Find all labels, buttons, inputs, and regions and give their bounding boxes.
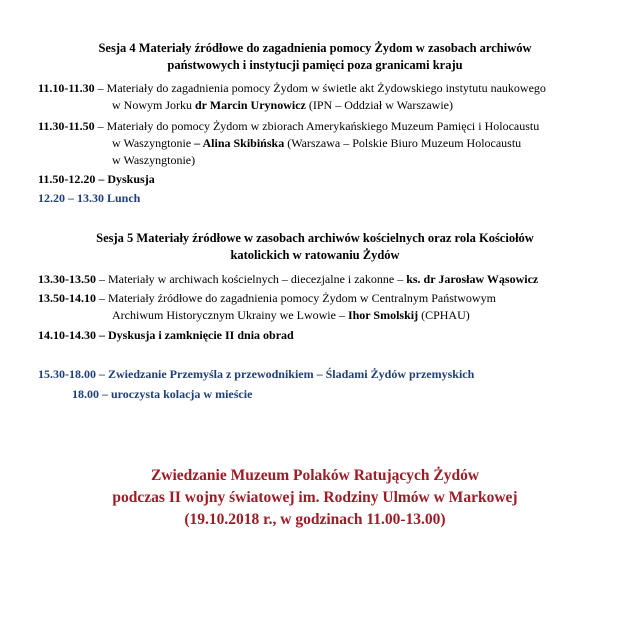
time-range: 13.30-13.50 xyxy=(38,272,96,286)
schedule-item-closing xyxy=(38,327,294,344)
time-range: 11.30-11.50 xyxy=(38,119,95,133)
museum-visit-line2: podczas II wojny światowej im. Rodziny Ulmów w Markowej xyxy=(112,489,518,506)
item-description: – Materiały do zagadnienia pomocy Żydom w świetle akt Żydowskiego instytutu naukowego xyxy=(94,81,546,95)
time-range: 11.10-11.30 xyxy=(38,81,95,95)
schedule-item-continuation xyxy=(112,152,195,169)
item-description: w Waszyngtonie xyxy=(112,136,195,150)
session-5-title xyxy=(30,230,600,264)
schedule-item xyxy=(38,80,546,97)
session-5-title-line1: Sesja 5 Materiały źródłowe w zasobach archiwów kościelnych oraz rola Kościołów xyxy=(96,231,534,245)
schedule-item-continuation xyxy=(112,97,453,114)
speaker-name: – Alina Skibińska xyxy=(194,136,285,150)
item-description: – Materiały źródłowe do zagadnienia pomocy Żydom w Centralnym Państwowym xyxy=(96,291,496,305)
gala-dinner: 18.00 – uroczysta kolacja w mieście xyxy=(72,387,253,401)
speaker-affiliation: (IPN – Oddział w Warszawie) xyxy=(305,98,453,112)
speaker-affiliation: (Warszawa – Polskie Biuro Muzeum Holocaustu xyxy=(284,136,522,150)
city-tour: 15.30-18.00 – Zwiedzanie Przemyśla z przewodnikiem – Śladami Żydów przemyskich xyxy=(38,367,475,381)
speaker-name: Ihor Smolskij xyxy=(347,308,419,322)
speaker-affiliation: w Waszyngtonie) xyxy=(112,153,196,167)
schedule-item xyxy=(38,290,496,307)
session-4-title-line1: Sesja 4 Materiały źródłowe do zagadnienia pomocy Żydom w zasobach archiwów xyxy=(98,41,532,55)
session-4-title-line2: państwowych i instytucji pamięci poza granicami kraju xyxy=(167,58,463,72)
museum-visit-line1: Zwiedzanie Muzeum Polaków Ratujących Żydów xyxy=(150,467,480,484)
item-label: – Dyskusja xyxy=(95,172,155,186)
lunch-break: 12.20 – 13.30 Lunch xyxy=(38,191,141,205)
speaker-name: ks. dr Jarosław Wąsowicz xyxy=(406,272,539,286)
schedule-item xyxy=(38,271,538,288)
schedule-item-discussion xyxy=(38,171,155,188)
schedule-item-continuation xyxy=(112,135,521,152)
item-label: – Dyskusja i zamknięcie II dnia obrad xyxy=(96,328,294,342)
item-description: – Materiały do pomocy Żydom w zbiorach Amerykańskiego Muzeum Pamięci i Holocaustu xyxy=(94,119,540,133)
session-4-title xyxy=(30,40,600,74)
time-range: 11.50-12.20 xyxy=(38,172,96,186)
item-description: – Materiały w archiwach kościelnych – diecezjalne i zakonne – xyxy=(96,272,407,286)
museum-visit-date: (19.10.2018 r., w godzinach 11.00-13.00) xyxy=(184,511,446,528)
speaker-name: dr Marcin Urynowicz xyxy=(195,98,306,112)
item-description: w Nowym Jorku xyxy=(112,98,195,112)
time-range: 14.10-14.30 xyxy=(38,328,96,342)
schedule-item xyxy=(38,118,539,135)
item-description: Archiwum Historycznym Ukrainy we Lwowie – xyxy=(112,308,348,322)
speaker-affiliation: (CPHAU) xyxy=(418,308,470,322)
time-range: 13.50-14.10 xyxy=(38,291,96,305)
schedule-item-continuation xyxy=(112,307,470,324)
session-5-title-line2: katolickich w ratowaniu Żydów xyxy=(230,248,400,262)
